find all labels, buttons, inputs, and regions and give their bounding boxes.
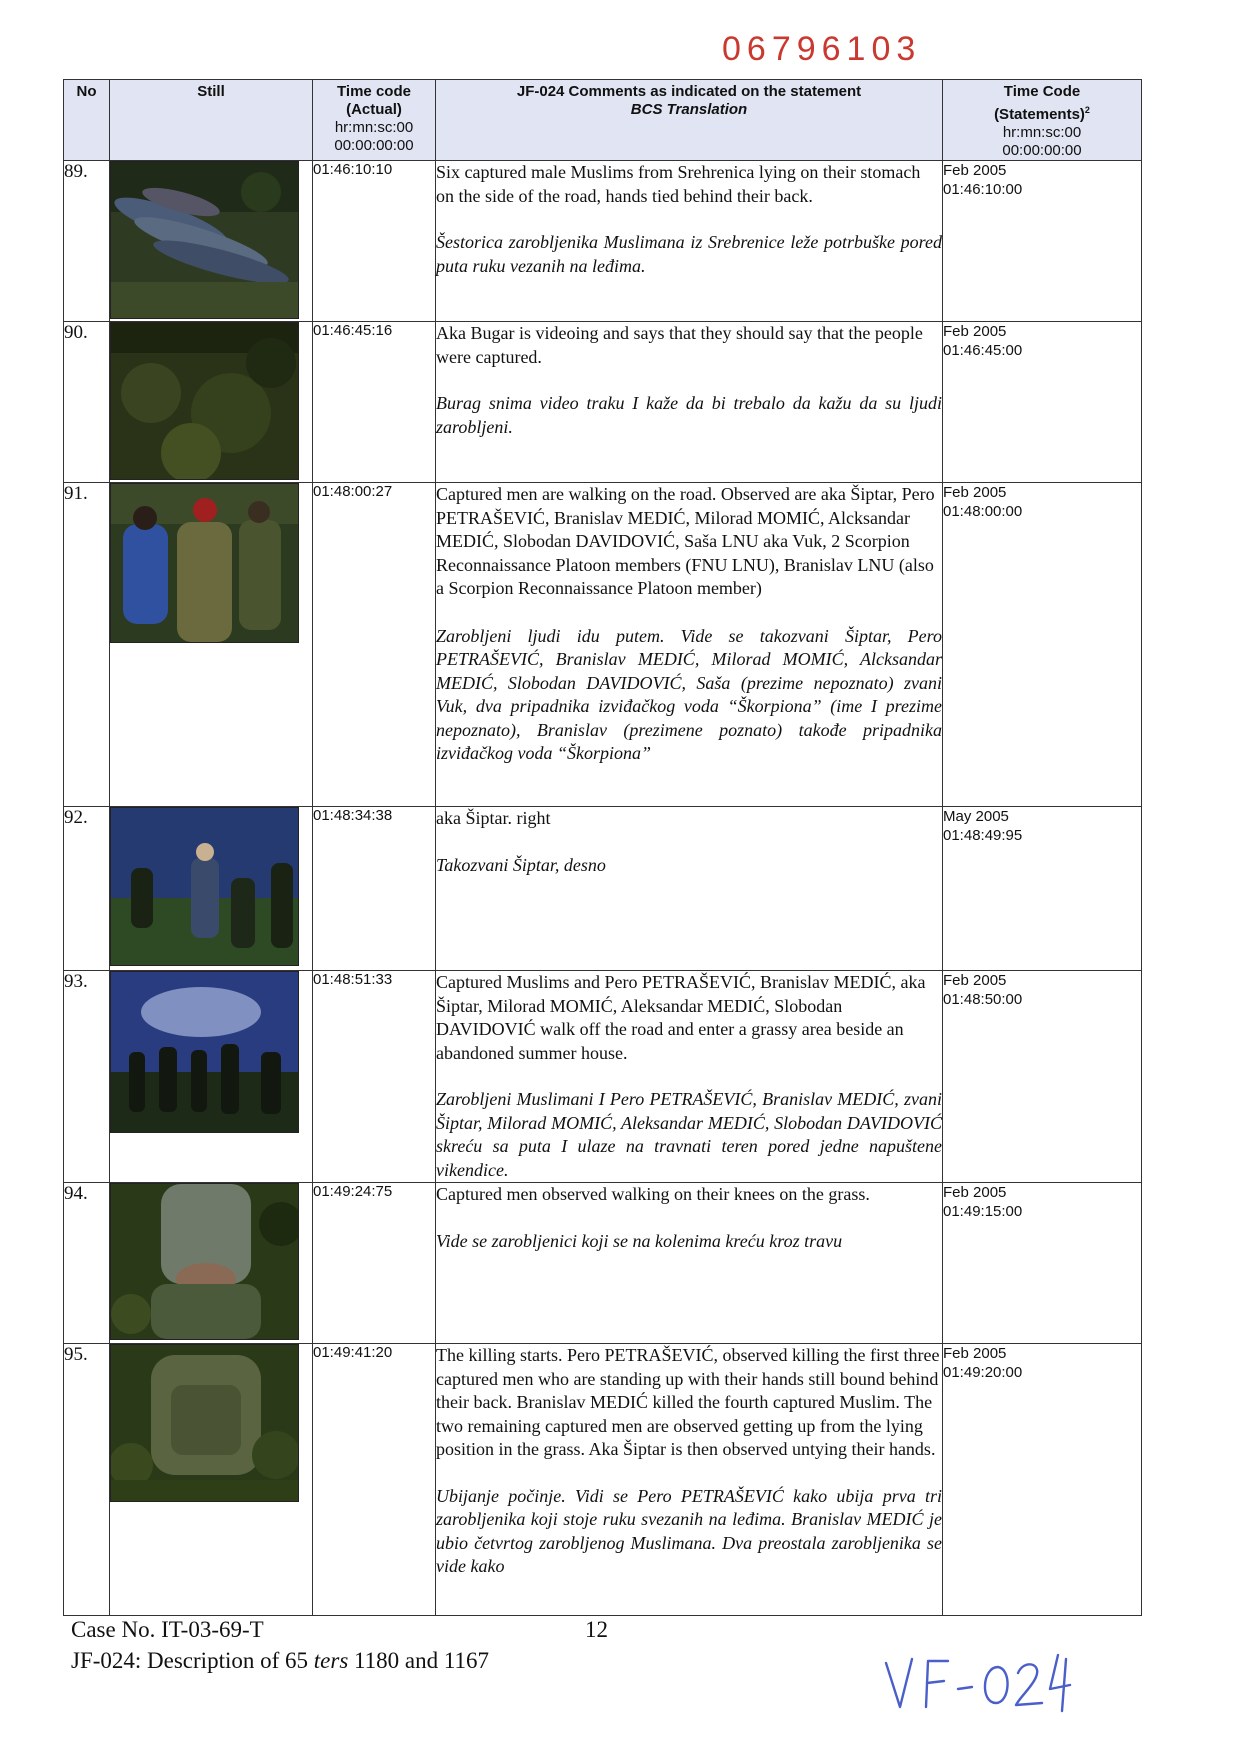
statement-date: May 2005 [943, 808, 1009, 825]
table-row [64, 483, 1142, 807]
footer-case-number: Case No. IT-03-69-T [71, 1617, 264, 1642]
header-time-statement-line1: Time Code [1003, 83, 1081, 100]
video-still-image [110, 483, 299, 643]
still-cell [110, 1183, 313, 1344]
statement-time: 01:48:50:00 [943, 991, 1023, 1008]
comment-english: Captured men are walking on the road. Observed are aka Šiptar, Pero PETRAŠEVIĆ, Branislav MEDIĆ, Milorad MOMIĆ, Alcksandar MEDIĆ, Slobodan DAVIDOVIĆ, Saša LNU aka Vuk, 2 Scorpion Reconnaissance Platoon members (FNU LNU), Branislav LNU (also a Scorpion Reconnaissance Platoon member) [436, 484, 935, 598]
statement-time: 01:46:10:00 [943, 181, 1023, 198]
row-number: 95. [64, 1344, 110, 1616]
header-time-statement-line4: 00:00:00:00 [1002, 142, 1082, 159]
header-time-statement [943, 80, 1142, 161]
row-number: 89. [64, 161, 110, 322]
time-code-statement [943, 322, 1142, 483]
handwritten-exhibit-mark [882, 1645, 1072, 1720]
comment-cell [436, 483, 943, 807]
still-cell [110, 1344, 313, 1616]
comment-english: Captured Muslims and Pero PETRAŠEVIĆ, Branislav MEDIĆ, aka Šiptar, Milorad MOMIĆ, Aleksandar MEDIĆ, Slobodan DAVIDOVIĆ walk off the road and enter a grassy area beside an abandoned summer house. [436, 972, 926, 1063]
still-cell [110, 807, 313, 971]
time-code-actual: 01:46:10:10 [313, 161, 436, 322]
table-row [64, 322, 1142, 483]
time-code-actual: 01:48:51:33 [313, 971, 436, 1183]
table-row [64, 971, 1142, 1183]
statement-time: 01:49:15:00 [943, 1203, 1023, 1220]
time-code-actual: 01:46:45:16 [313, 322, 436, 483]
header-time-actual-line3: hr:mn:sc:00 [334, 119, 414, 136]
header-time-actual-line4: 00:00:00:00 [334, 137, 414, 154]
time-code-statement [943, 483, 1142, 807]
header-time-actual-line1: Time code [337, 83, 411, 100]
video-still-image [110, 1183, 299, 1340]
comment-cell [436, 322, 943, 483]
row-number: 94. [64, 1183, 110, 1344]
video-still-image [110, 1344, 299, 1502]
video-still-image [110, 322, 299, 480]
header-comments-title: JF-024 Comments as indicated on the statement [516, 83, 862, 100]
comment-cell [436, 1183, 943, 1344]
statement-date: Feb 2005 [943, 1184, 1007, 1201]
video-log-table [63, 79, 1142, 1616]
table-row [64, 807, 1142, 971]
comment-english: Aka Bugar is videoing and says that they should say that the people were captured. [436, 323, 923, 367]
comment-english: Captured men observed walking on their knees on the grass. [436, 1184, 870, 1204]
comment-cell [436, 807, 943, 971]
header-still: Still [110, 80, 313, 161]
time-code-actual: 01:49:24:75 [313, 1183, 436, 1344]
footer-description-suffix: 1180 and 1167 [348, 1648, 490, 1673]
still-cell [110, 971, 313, 1183]
still-cell [110, 161, 313, 322]
header-time-actual [313, 80, 436, 161]
table-row [64, 1344, 1142, 1616]
header-footnote-mark: 2 [1084, 105, 1090, 115]
row-number: 92. [64, 807, 110, 971]
time-code-statement [943, 971, 1142, 1183]
table-row [64, 1183, 1142, 1344]
statement-time: 01:46:45:00 [943, 342, 1023, 359]
comment-cell [436, 1344, 943, 1616]
row-number: 93. [64, 971, 110, 1183]
comment-bcs-translation: Takozvani Šiptar, desno [436, 854, 606, 875]
time-code-statement [943, 161, 1142, 322]
comment-english: The killing starts. Pero PETRAŠEVIĆ, observed killing the first three captured men who are standing up with their hands still bound behind their back. Branislav MEDIĆ killed the fourth captured Muslim. The two remaining captured men are observed getting up from the lying position in the grass. Aka Šiptar is then observed untying their hands. [436, 1345, 940, 1459]
header-time-statement-line2 [943, 101, 1141, 124]
statement-date: Feb 2005 [943, 484, 1007, 501]
table-row [64, 161, 1142, 322]
footer-page-number: 12 [585, 1617, 608, 1642]
still-cell [110, 483, 313, 807]
footer-description [71, 1648, 489, 1674]
table-header-row [64, 80, 1142, 161]
statement-time: 01:49:20:00 [943, 1364, 1023, 1381]
still-cell [110, 322, 313, 483]
comment-bcs-translation: Ubijanje počinje. Vidi se Pero PETRAŠEVIĆ kako ubija prva tri zarobljenika koji stoje ruku svezanih na leđima. Branislav MEDIĆ je ubio četvrtog zarobljenog Muslimana. Dva preostala zarobljenika se vide kako [436, 1485, 942, 1576]
statement-time: 01:48:49:95 [943, 827, 1023, 844]
footer-description-italic: ters [313, 1648, 349, 1673]
time-code-statement [943, 1344, 1142, 1616]
document-stamp-number: 06796103 [722, 30, 922, 68]
footer-description-prefix: JF-024: Description of 65 [71, 1648, 314, 1673]
statement-date: Feb 2005 [943, 323, 1007, 340]
time-code-actual: 01:48:00:27 [313, 483, 436, 807]
comment-english: Six captured male Muslims from Srehrenica lying on their stomach on the side of the road, hands tied behind their back. [436, 162, 921, 206]
header-comments-subtitle: BCS Translation [630, 101, 748, 118]
video-still-image [110, 807, 299, 966]
header-time-statement-label: (Statements) [994, 106, 1085, 123]
comment-bcs-translation: Šestorica zarobljenika Muslimana iz Srebrenice leže potrbuške pored puta ruku vezanih na leđima. [436, 232, 942, 276]
comment-bcs-translation: Zarobljeni Muslimani I Pero PETRAŠEVIĆ, Branislav MEDIĆ, zvani Šiptar, Milorad MOMIĆ, Aleksandar MEDIĆ, Slobodan DAVIDOVIĆ skreću sa puta I ulaze na travnati teren pored jedne napuštene vikendice. [436, 1089, 942, 1180]
time-code-statement [943, 1183, 1142, 1344]
time-code-actual: 01:48:34:38 [313, 807, 436, 971]
statement-date: Feb 2005 [943, 162, 1007, 179]
header-time-statement-line3: hr:mn:sc:00 [1002, 124, 1082, 141]
row-number: 91. [64, 483, 110, 807]
comment-english: aka Šiptar. right [436, 808, 551, 828]
comment-cell [436, 161, 943, 322]
row-number: 90. [64, 322, 110, 483]
time-code-actual: 01:49:41:20 [313, 1344, 436, 1616]
comment-bcs-translation: Burag snima video traku I kaže da bi trebalo da kažu da su ljudi zarobljeni. [436, 393, 942, 437]
statement-date: Feb 2005 [943, 1345, 1007, 1362]
video-still-image [110, 161, 299, 319]
statement-time: 01:48:00:00 [943, 503, 1023, 520]
video-still-image [110, 971, 299, 1133]
comment-bcs-translation: Vide se zarobljenici koji se na kolenima kreću kroz travu [436, 1230, 843, 1251]
statement-date: Feb 2005 [943, 972, 1007, 989]
header-time-actual-line2: (Actual) [346, 101, 402, 118]
header-no: No [64, 80, 110, 161]
header-comments [436, 80, 943, 161]
comment-bcs-translation: Zarobljeni ljudi idu putem. Vide se takozvani Šiptar, Pero PETRAŠEVIĆ, Branislav MEDIĆ, Milorad MOMIĆ, Alcksandar MEDIĆ, Slobodan DAVIDOVIĆ, Saša (prezime nepoznato) zvani Vuk, dva pripadnika izviđačkog voda “Škorpiona” (ime I prezime nepoznato), Branislav (prezimene poznato) takođe pripadnika izviđačkog voda “Škorpiona” [436, 625, 942, 763]
time-code-statement [943, 807, 1142, 971]
comment-cell [436, 971, 943, 1183]
